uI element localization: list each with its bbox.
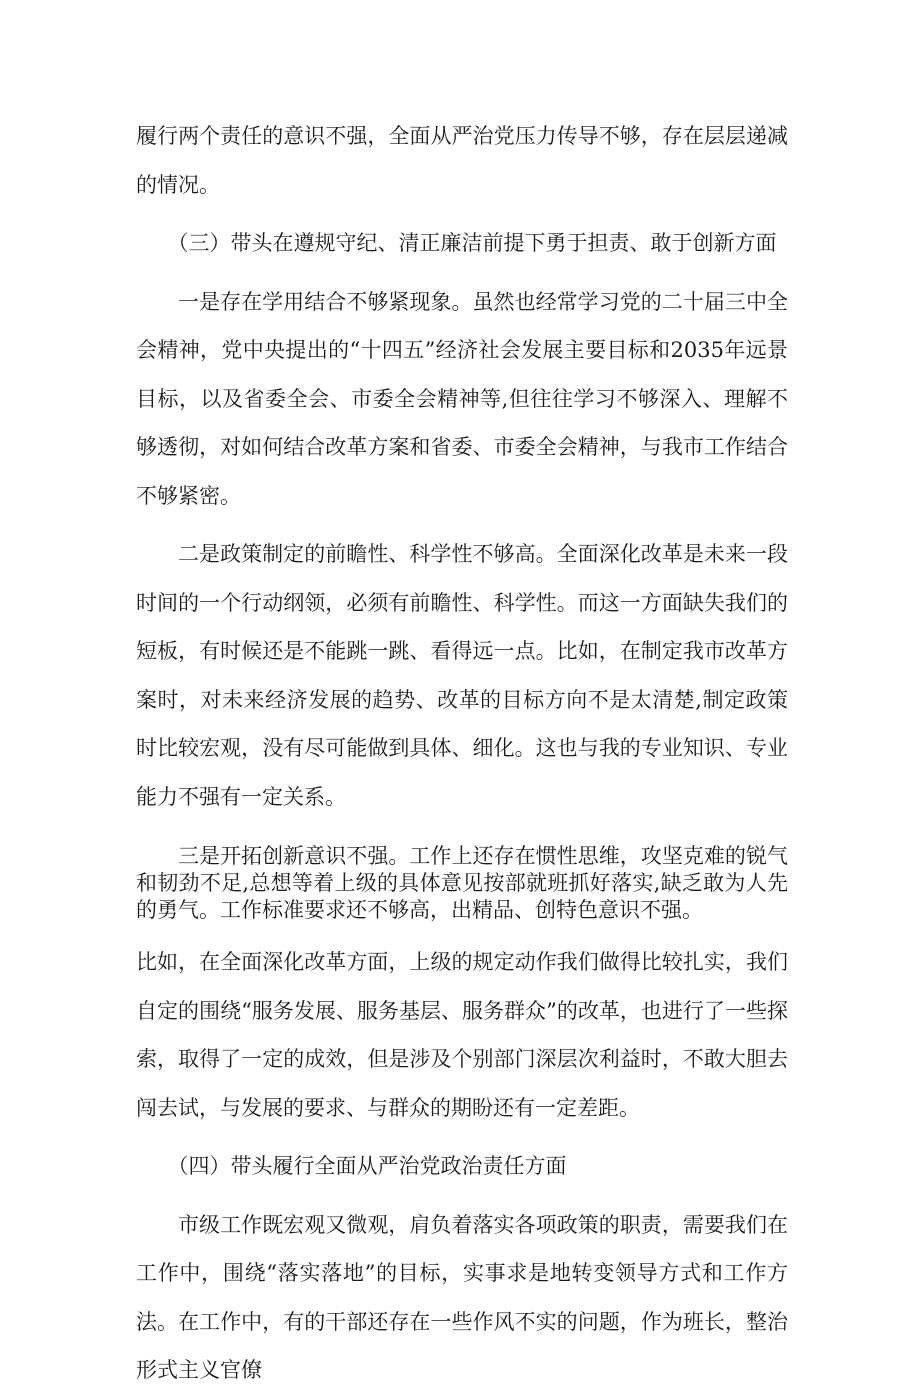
paragraph-point-three: 三是开拓创新意识不强。工作上还存在惯性思维，攻坚克难的锐气和韧劲不足,总想等着上级的具体意见按部就班抓好落实,缺乏敢为人先的勇气。工作标准要求还不够高，出精品、创特色意识不强。 — [136, 844, 788, 922]
document-body — [136, 112, 788, 1395]
paragraph-example: 比如，在全面深化改革方面，上级的规定动作我们做得比较扎实，我们自定的围绕“服务发展、服务基层、服务群众”的改革，也进行了一些探索，取得了一定的成效，但是涉及个别部门深层次利益时，不敢大胆去闯去试，与发展的要求、与群众的期盼还有一定差距。 — [136, 950, 788, 1120]
paragraph-responsibility-awareness: 履行两个责任的意识不强，全面从严治党压力传导不够，存在层层递减的情况。 — [136, 124, 788, 197]
section-heading-four: （四）带头履行全面从严治党政治责任方面 — [167, 1154, 567, 1178]
paragraph-point-two: 二是政策制定的前瞻性、科学性不够高。全面深化改革是未来一段时间的一个行动纲领，必须有前瞻性、科学性。而这一方面缺失我们的短板，有时候还是不能跳一跳、看得远一点。比如，在制定我市改革方案时，对未来经济发展的趋势、改革的目标方向不是太清楚,制定政策时比较宏观，没有尽可能做到具体、细化。这也与我的专业知识、专业能力不强有一定关系。 — [136, 542, 788, 809]
paragraph-city-work: 市级工作既宏观又微观，肩负着落实各项政策的职责，需要我们在工作中，围绕“落实落地”的目标，实事求是地转变领导方式和工作方法。在工作中，有的干部还存在一些作风不实的问题，作为班长，整治形式主义官僚 — [136, 1212, 788, 1382]
section-heading-three: （三）带头在遵规守纪、清正廉洁前提下勇于担责、敢于创新方面 — [167, 231, 777, 255]
paragraph-point-one: 一是存在学用结合不够紧现象。虽然也经常学习党的二十届三中全会精神，党中央提出的“十四五”经济社会发展主要目标和2035年远景目标，以及省委全会、市委全会精神等,但往往学习不够深入、理解不够透彻，对如何结合改革方案和省委、市委全会精神，与我市工作结合不够紧密。 — [136, 289, 788, 508]
